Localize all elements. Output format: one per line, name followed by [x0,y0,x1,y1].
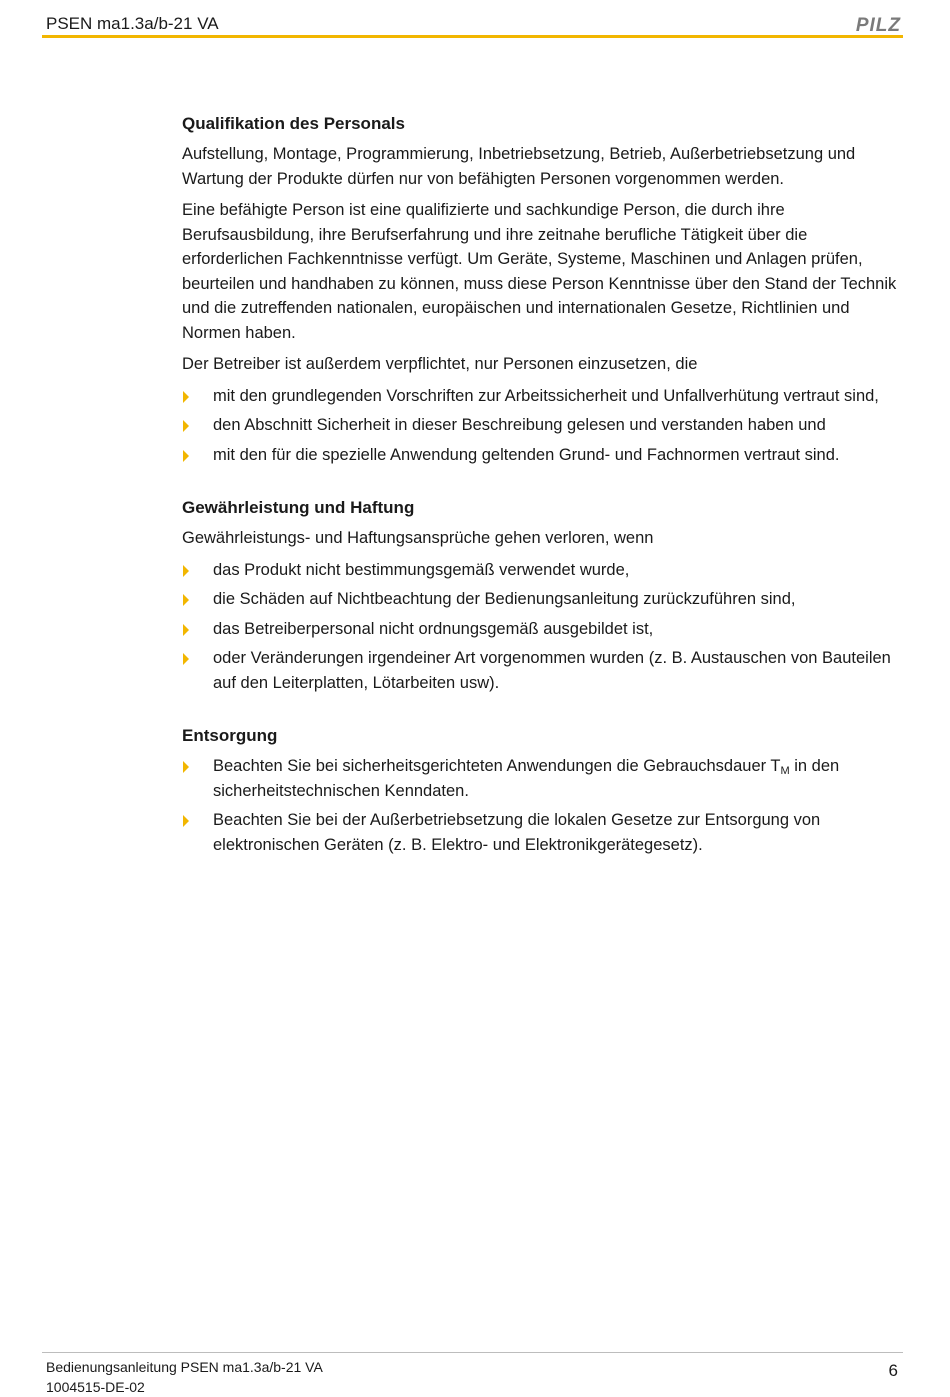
manual-title: Bedienungsanleitung PSEN ma1.3a/b-21 VA [46,1359,323,1375]
paragraph: Gewährleistungs- und Haftungsansprüche gehen verloren, wenn [182,529,654,547]
triangle-bullet-icon [183,624,189,636]
page-header [42,0,903,38]
section-warranty [182,496,904,695]
section-disposal [182,724,904,857]
list-item: das Betreiberpersonal nicht ordnungsgemäß ausgebildet ist, [182,617,904,642]
bullet-list [182,754,904,857]
bullet-list [182,558,904,696]
list-item: die Schäden auf Nichtbeachtung der Bedienungsanleitung zurückzuführen sind, [182,587,904,612]
list-item: Beachten Sie bei der Außerbetriebsetzung die lokalen Gesetze zur Entsorgung von elektronischen Geräten (z. B. Elektro- und Elektronikgerätegesetz). [182,808,904,857]
document-title: PSEN ma1.3a/b-21 VA [46,14,219,33]
section-heading: Entsorgung [182,726,278,745]
paragraph: Aufstellung, Montage, Programmierung, Inbetriebsetzung, Betrieb, Außerbetriebsetzung und Wartung der Produkte dürfen nur von befähigten Personen vorgenommen werden. [182,145,856,188]
list-item: oder Veränderungen irgendeiner Art vorgenommen wurden (z. B. Austauschen von Bauteilen auf den Leiterplatten, Lötarbeiten usw). [182,646,904,695]
list-item: mit den grundlegenden Vorschriften zur Arbeitssicherheit und Unfallverhütung vertraut sind, [182,384,904,409]
triangle-bullet-icon [183,761,189,773]
main-content [182,112,904,886]
triangle-bullet-icon [183,391,189,403]
footer-divider [42,1352,903,1353]
section-heading: Qualifikation des Personals [182,114,405,133]
bullet-list [182,384,904,468]
triangle-bullet-icon [183,594,189,606]
list-item: das Produkt nicht bestimmungsgemäß verwendet wurde, [182,558,904,583]
list-item: Beachten Sie bei sicherheitsgerichteten Anwendungen die Gebrauchsdauer $T_M$ in den sicherheitstechnischen Kenndaten. [182,754,904,803]
section-heading: Gewährleistung und Haftung [182,498,415,517]
doc-number: 1004515-DE-02 [46,1379,145,1395]
page-footer [46,1357,323,1397]
paragraph: Eine befähigte Person ist eine qualifizierte und sachkundige Person, die durch ihre Berufsausbildung, ihre Berufserfahrung und ihre zeitnahe berufliche Tätigkeit über die erforderlichen Fachkenntnisse verfügt. Um Geräte, Systeme, Maschinen und Anlagen prüfen, beurteilen und handhaben zu können, muss diese Person Kenntnisse über den Stand der Technik und die zutreffenden nationalen, europäischen und internationalen Gesetze, Richtlinien und Normen haben. [182,201,897,342]
triangle-bullet-icon [183,420,189,432]
pilz-logo: PILZ [855,15,901,36]
list-item: mit den für die spezielle Anwendung geltenden Grund- und Fachnormen vertraut sind. [182,443,904,468]
triangle-bullet-icon [183,450,189,462]
paragraph: Der Betreiber ist außerdem verpflichtet, nur Personen einzusetzen, die [182,355,698,373]
list-item: den Abschnitt Sicherheit in dieser Beschreibung gelesen und verstanden haben und [182,413,904,438]
page-number: 6 [888,1361,898,1380]
section-qualification [182,112,904,467]
triangle-bullet-icon [183,653,189,665]
triangle-bullet-icon [183,815,189,827]
triangle-bullet-icon [183,565,189,577]
